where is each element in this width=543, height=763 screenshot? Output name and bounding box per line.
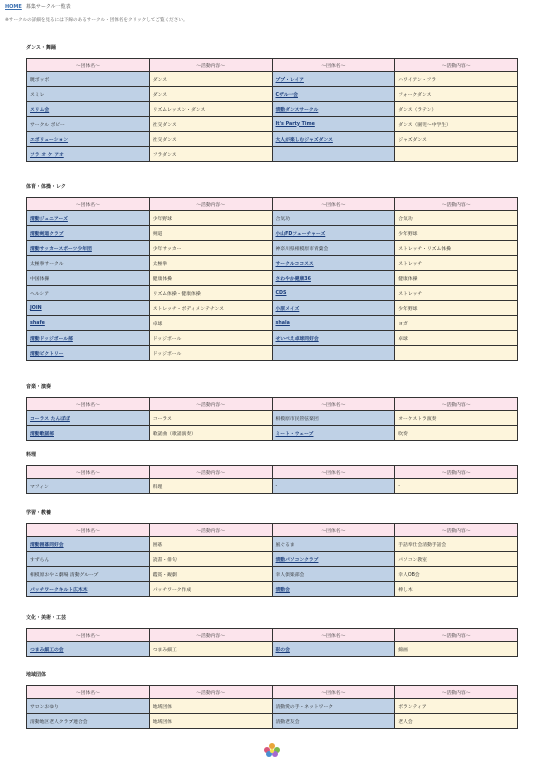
section-title: 地域団体 [26,672,47,678]
group-name-cell [272,241,395,256]
table-row [27,241,518,256]
group-name-cell [27,479,150,494]
activity-cell: ヨガ [395,316,518,331]
group-link[interactable]: 清動ダンスサークル [275,107,319,113]
group-name-cell [272,346,395,361]
group-name-cell [27,552,150,567]
group-name-cell [27,117,150,132]
column-header-name: ～団体名～ [272,466,395,479]
activity-cell: 健康体操 [149,271,272,286]
group-name: 幸人倶楽部会 [275,572,305,578]
group-name-cell[interactable] [272,256,395,271]
activity-cell: ダンス（ラテン） [395,102,518,117]
group-link[interactable]: Cザル一会 [275,92,298,98]
group-name-cell[interactable] [272,72,395,87]
activity-cell: 卓球 [149,316,272,331]
group-name-cell [27,567,150,582]
group-name-cell [272,567,395,582]
group-name-cell[interactable] [272,642,395,657]
group-name-cell[interactable] [27,316,150,331]
circle-table [26,628,518,657]
group-link[interactable]: 清動歌謡部 [30,431,54,437]
group-link[interactable]: 清動ビクトリー [30,351,64,357]
group-name: 清動地区老人クラブ連合会 [30,719,88,725]
activity-cell: ダンス（園児～中学生） [395,117,518,132]
table-row [27,552,518,567]
group-link[interactable]: サークルココスス [275,261,314,267]
group-name-cell[interactable] [272,286,395,301]
group-name-cell[interactable] [27,147,150,162]
circle-table [26,685,518,729]
group-link[interactable]: It's Party Time [275,121,315,127]
section-title: 音楽・演奏 [26,384,52,390]
group-link[interactable]: コーラス たんぽぽ [30,416,70,422]
table-row [27,211,518,226]
table-row [27,346,518,361]
group-name: 中国体操 [30,276,50,282]
table-row [27,426,518,441]
table-row [27,699,518,714]
table-row [27,331,518,346]
table-row [27,72,518,87]
column-header-activity: ～活動内容～ [149,686,272,699]
table-row [27,87,518,102]
section-title: ダンス・舞踊 [26,45,56,51]
table-row [27,567,518,582]
group-link[interactable]: 清動ドッジボール部 [30,336,73,342]
group-link[interactable]: 小原メイズ [275,306,300,312]
column-header-name: ～団体名～ [27,466,150,479]
column-header-activity: ～活動内容～ [395,629,518,642]
activity-cell: ジャズダンス [395,132,518,147]
group-name-cell [27,87,150,102]
activity-cell: 太極拳 [149,256,272,271]
group-link[interactable]: 清動会 [275,587,290,593]
group-name-cell[interactable] [272,271,395,286]
circle-table [26,523,518,597]
column-header-activity: ～活動内容～ [395,59,518,72]
column-header-name: ～団体名～ [27,629,150,642]
group-name-cell[interactable] [27,102,150,117]
group-link[interactable]: CDS [275,290,287,296]
activity-cell: 社交ダンス [149,117,272,132]
column-header-activity: ～活動内容～ [149,466,272,479]
group-name-cell[interactable] [27,537,150,552]
group-link[interactable]: 清動パソコンクラブ [275,557,319,563]
group-link[interactable]: パッチワークキルト広木木 [30,587,88,593]
group-name-cell[interactable] [27,331,150,346]
column-header-name: ～団体名～ [272,59,395,72]
group-link[interactable]: スリム会 [30,107,50,113]
column-header-name: ～団体名～ [27,686,150,699]
activity-cell: リズム体操・健康体操 [149,286,272,301]
table-row [27,147,518,162]
table-row [27,286,518,301]
group-name-cell[interactable] [27,582,150,597]
activity-cell: パッチワーク作成 [149,582,272,597]
group-name-cell [272,211,395,226]
group-name: サークル ポピー [30,122,65,128]
group-name-cell[interactable] [272,582,395,597]
activity-cell: 手話奉仕会清動手話会 [395,537,518,552]
section-title: 体育・体操・レク [26,184,66,190]
group-name: 神奈川県相模原市青葉会 [275,246,329,252]
group-name-cell[interactable] [272,226,395,241]
group-link[interactable]: 清動サッカースポーツ少年団 [30,246,92,252]
group-name-cell[interactable] [27,211,150,226]
group-link[interactable]: フラ オ ケ アオ [30,152,64,158]
activity-cell: フラダンス [149,147,272,162]
circle-table [26,197,518,361]
group-name-cell [27,286,150,301]
table-row [27,411,518,426]
group-name-cell [27,699,150,714]
group-name-cell[interactable] [27,426,150,441]
column-header-activity: ～活動内容～ [149,524,272,537]
group-link[interactable]: せいべえ卓球同好会 [275,336,319,342]
section-title: 料理 [26,452,37,458]
column-header-name: ～団体名～ [27,398,150,411]
activity-cell: 少年野球 [395,226,518,241]
activity-cell: ストレッチ [395,286,518,301]
group-link[interactable]: JOIN [30,305,42,311]
group-link[interactable]: 彩の会 [275,647,290,653]
breadcrumb [5,3,71,10]
group-name-cell [27,714,150,729]
activity-cell: 幸人OB会 [395,567,518,582]
activity-cell: - [395,479,518,494]
column-header-activity: ～活動内容～ [149,198,272,211]
group-name: - [275,483,278,489]
column-header-name: ～団体名～ [27,198,150,211]
table-row [27,301,518,316]
group-name: すずらん [30,557,50,563]
group-name: マフィン [30,484,49,490]
group-name-cell[interactable] [27,346,150,361]
column-header-activity: ～活動内容～ [395,524,518,537]
activity-cell: 合気功 [395,211,518,226]
activity-cell: 卓球 [395,331,518,346]
activity-cell: 歌謡曲（歌謡演奏） [149,426,272,441]
group-name: 相模原市民管弦楽団 [275,416,319,422]
activity-cell: 健康体操 [395,271,518,286]
activity-cell: 地域団体 [149,714,272,729]
activity-cell: オーケストラ演奏 [395,411,518,426]
group-name: スミレ [30,92,45,98]
activity-cell: フォークダンス [395,87,518,102]
activity-cell [395,147,518,162]
activity-cell: コーラス [149,411,272,426]
group-name: 合気功 [275,216,290,222]
table-row [27,316,518,331]
activity-cell: ドッジボール [149,346,272,361]
table-row [27,714,518,729]
group-name: 暁ボッボ [30,77,50,83]
table-row [27,226,518,241]
group-name-cell [272,147,395,162]
group-link[interactable]: 清動囲碁同好会 [30,542,64,548]
column-header-activity: ～活動内容～ [149,629,272,642]
activity-cell [395,346,518,361]
table-row [27,479,518,494]
activity-cell: リズムレッスン・ダンス [149,102,272,117]
flower-logo-icon [262,742,282,758]
group-link[interactable]: ミート・ウェーブ [275,431,314,437]
group-name-cell[interactable] [27,226,150,241]
activity-cell: 地域団体 [149,699,272,714]
activity-cell: 老人会 [395,714,518,729]
activity-cell: 読書・俳句 [149,552,272,567]
table-row [27,642,518,657]
group-name: 風ぐるま [275,542,295,548]
activity-cell: ストレッチ・リズム体操 [395,241,518,256]
group-name-cell[interactable] [27,642,150,657]
table-row [27,271,518,286]
activity-cell: つまみ細工 [149,642,272,657]
activity-cell: 囲碁 [149,537,272,552]
group-link[interactable]: 清動ジュニアーズ [30,216,68,222]
column-header-name: ～団体名～ [272,398,395,411]
column-header-activity: ～活動内容～ [149,398,272,411]
table-row [27,582,518,597]
group-name-cell[interactable] [272,552,395,567]
table-row [27,537,518,552]
group-name-cell[interactable] [272,87,395,102]
column-header-name: ～団体名～ [272,198,395,211]
group-name-cell [272,699,395,714]
group-name: 相模原おやこ劇場 清動グループ [30,572,99,578]
group-name: 清動老友会 [275,719,300,725]
activity-cell: 剣道 [149,226,272,241]
activity-cell: ダンス [149,72,272,87]
activity-cell: ドッジボール [149,331,272,346]
group-link[interactable]: 小山FDフューチャーズ [275,231,326,237]
group-name-cell[interactable] [272,117,395,132]
activity-cell: 少年サッカー [149,241,272,256]
column-header-name: ～団体名～ [272,524,395,537]
group-name-cell[interactable] [27,411,150,426]
column-header-name: ～団体名～ [272,686,395,699]
group-name-cell[interactable] [27,301,150,316]
activity-cell: ストレッチ・ボディメンテナンス [149,301,272,316]
circle-table [26,58,518,162]
home-link[interactable]: HOME [5,4,22,10]
group-name-cell[interactable] [272,132,395,147]
group-name: ヘルシア [30,291,50,297]
activity-cell: ダンス [149,87,272,102]
group-name-cell[interactable] [27,241,150,256]
activity-cell: 社交ダンス [149,132,272,147]
column-header-activity: ～活動内容～ [395,686,518,699]
activity-cell: 少年野球 [149,211,272,226]
column-header-activity: ～活動内容～ [149,59,272,72]
group-name: 太極拳サークル [30,261,64,267]
group-link[interactable]: shafe [30,320,45,326]
column-header-activity: ～活動内容～ [395,466,518,479]
group-name-cell[interactable] [272,301,395,316]
column-header-activity: ～活動内容～ [395,398,518,411]
activity-cell: ボランティア [395,699,518,714]
group-name-cell[interactable] [27,132,150,147]
group-link[interactable]: 清動剣道クラブ [30,231,64,237]
activity-cell: 吹奏 [395,426,518,441]
group-link[interactable]: エボリューション [30,137,69,143]
group-link[interactable]: さわやか健康36 [275,276,311,282]
group-link[interactable]: ププ・レイア [275,77,304,83]
table-row [27,117,518,132]
table-row [27,256,518,271]
group-name-cell[interactable] [272,426,395,441]
breadcrumb-current: 募集サークル一覧表 [25,4,71,10]
group-name-cell [272,411,395,426]
group-name-cell [27,72,150,87]
circle-table [26,397,518,441]
circle-table [26,465,518,494]
intro-text: ※サークルの詳細を見るには下線のあるサークル・団体名をクリックしてご覧ください。 [5,18,188,23]
section-title: 学習・教養 [26,510,52,516]
column-header-name: ～団体名～ [27,524,150,537]
group-name: 清動愛の手・ネットワーク [275,704,334,710]
group-name-cell [27,256,150,271]
column-header-name: ～団体名～ [27,59,150,72]
group-link[interactable]: shala [275,320,290,326]
group-link[interactable]: 大人が楽しむジャズダンス [275,137,333,143]
activity-cell: ストレッチ [395,256,518,271]
group-name-cell [27,271,150,286]
group-name-cell[interactable] [272,102,395,117]
table-row [27,132,518,147]
activity-cell: 綿画 [395,642,518,657]
activity-cell: 棒し木 [395,582,518,597]
activity-cell: 鑑賞・観劇 [149,567,272,582]
activity-cell: パソコン教室 [395,552,518,567]
group-name-cell[interactable] [272,331,395,346]
group-name: サロンおゆり [30,704,59,710]
section-title: 文化・美術・工芸 [26,615,67,621]
column-header-activity: ～活動内容～ [395,198,518,211]
group-name-cell [272,479,395,494]
table-row [27,102,518,117]
group-link[interactable]: つまみ細工の会 [30,647,64,653]
activity-cell: 料理 [149,479,272,494]
group-name-cell[interactable] [272,316,395,331]
column-header-name: ～団体名～ [272,629,395,642]
activity-cell: ハワイアン・フラ [395,72,518,87]
group-name-cell [272,537,395,552]
activity-cell: 少年野球 [395,301,518,316]
group-name-cell [272,714,395,729]
